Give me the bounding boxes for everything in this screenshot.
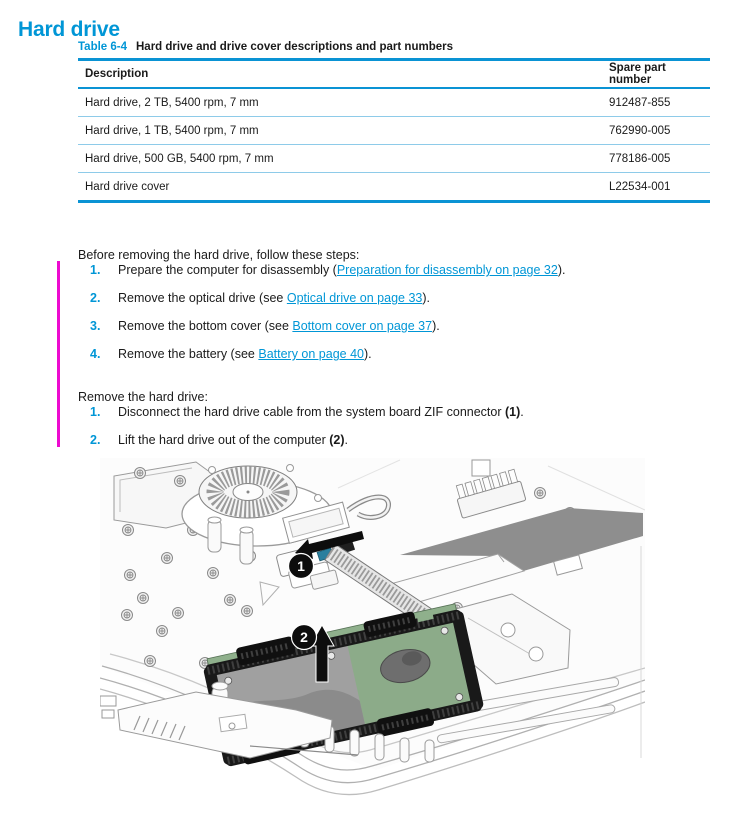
- callout-reference: (1): [504, 405, 521, 419]
- removal-intro-paragraph: Remove the hard drive:: [78, 389, 208, 404]
- step-number: 2.: [90, 291, 101, 305]
- list-item: [78, 347, 698, 361]
- row-description: Hard drive cover: [85, 180, 170, 193]
- hard-drive-removal-figure: [100, 458, 645, 815]
- link-preparation-for-disassembly[interactable]: Preparation for disassembly on page 32: [336, 263, 558, 277]
- list-item: [78, 319, 698, 333]
- table-row: [78, 89, 710, 116]
- step-number: 1.: [90, 263, 101, 277]
- change-bar: [57, 261, 60, 447]
- step-text: Disconnect the hard drive cable from the system board ZIF connector (1).: [118, 405, 524, 419]
- step-text: Remove the optical drive (see Optical drive on page 33).: [118, 291, 430, 305]
- hard-drive-removal-illustration: [100, 458, 645, 815]
- step-number: 1.: [90, 405, 101, 419]
- parts-table: [78, 58, 710, 203]
- table-row: [78, 144, 710, 172]
- row-part-number: L22534-001: [609, 180, 671, 193]
- table-caption-label: Table 6-4: [78, 41, 127, 53]
- table-row: [78, 172, 710, 200]
- table-row: [78, 116, 710, 144]
- row-description: Hard drive, 1 TB, 5400 rpm, 7 mm: [85, 124, 259, 137]
- table-caption-text: Hard drive and drive cover descriptions and part numbers: [136, 41, 453, 53]
- svg-text:1: 1: [297, 558, 305, 574]
- list-item: [78, 405, 698, 419]
- link-battery[interactable]: Battery on page 40: [258, 347, 364, 361]
- link-optical-drive[interactable]: Optical drive on page 33: [286, 291, 423, 305]
- page-title: Hard drive: [18, 18, 120, 42]
- list-item: [78, 291, 698, 305]
- list-item: [78, 263, 698, 277]
- step-text: Lift the hard drive out of the computer (2).: [118, 433, 348, 447]
- link-bottom-cover[interactable]: Bottom cover on page 37: [292, 319, 433, 333]
- callout-2-badge: [292, 625, 317, 650]
- step-text: Remove the bottom cover (see Bottom cover on page 37).: [118, 319, 440, 333]
- step-number: 3.: [90, 319, 101, 333]
- row-part-number: 762990-005: [609, 124, 671, 137]
- column-header-part-number: Spare part number: [609, 62, 666, 86]
- parts-table-header: [78, 61, 710, 89]
- list-item: [78, 433, 698, 447]
- row-description: Hard drive, 500 GB, 5400 rpm, 7 mm: [85, 152, 274, 165]
- column-header-description: Description: [85, 68, 149, 80]
- step-number: 2.: [90, 433, 101, 447]
- step-number: 4.: [90, 347, 101, 361]
- step-text: Remove the battery (see Battery on page 40).: [118, 347, 372, 361]
- table-caption: [78, 41, 453, 53]
- row-part-number: 778186-005: [609, 152, 671, 165]
- row-description: Hard drive, 2 TB, 5400 rpm, 7 mm: [85, 96, 259, 109]
- callout-reference: (2): [329, 433, 345, 447]
- callout-1-badge: [289, 554, 314, 579]
- svg-text:2: 2: [300, 629, 308, 645]
- intro-paragraph: Before removing the hard drive, follow these steps:: [78, 247, 360, 262]
- step-text: Prepare the computer for disassembly (Preparation for disassembly on page 32).: [118, 263, 566, 277]
- row-part-number: 912487-855: [609, 96, 671, 109]
